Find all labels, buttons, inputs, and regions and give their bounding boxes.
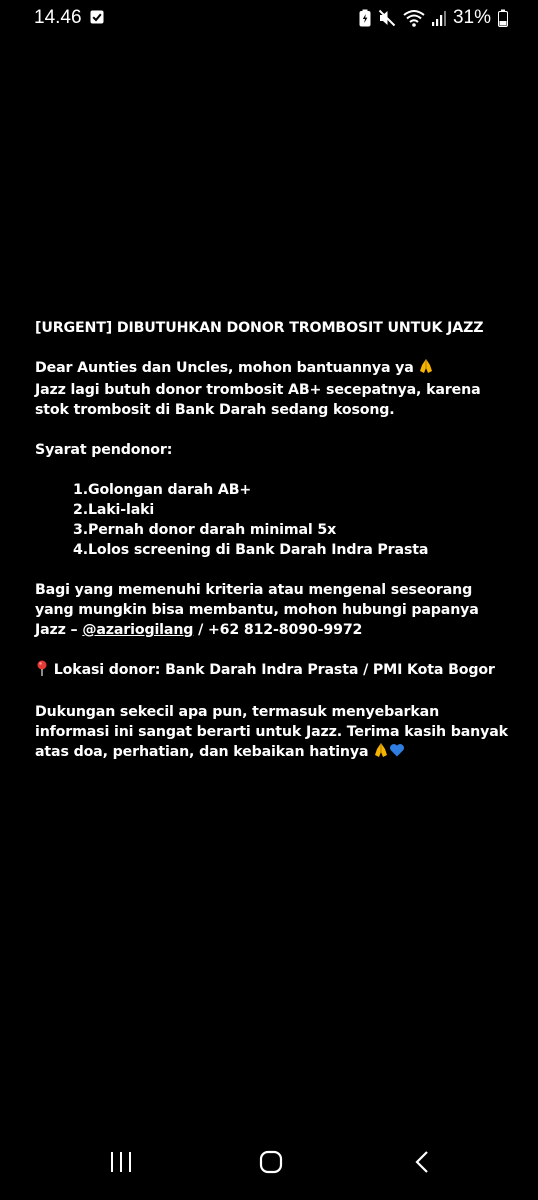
list-item: 1.Golongan darah AB+ bbox=[73, 482, 252, 498]
mention-link[interactable]: @azariogilang bbox=[82, 622, 194, 638]
recent-apps-button[interactable] bbox=[108, 1150, 134, 1178]
pray-icon bbox=[373, 742, 389, 764]
requirements-list bbox=[35, 480, 513, 560]
intro-line: Dear Aunties dan Uncles, mohon bantuannya ya bbox=[35, 360, 414, 376]
closing-text: Dukungan sekecil apa pun, termasuk menyebarkan informasi ini sangat berarti untuk Jazz. Terima kasih banyak atas doa, perhatian, dan kebaikan hatinya bbox=[35, 704, 508, 760]
checkbox-notification-icon bbox=[90, 10, 104, 24]
battery-saver-icon bbox=[359, 9, 371, 27]
wifi-icon bbox=[403, 9, 425, 27]
status-bar bbox=[0, 0, 538, 38]
list-item: 3.Pernah donor darah minimal 5x bbox=[73, 522, 337, 538]
signal-icon bbox=[432, 10, 446, 26]
pray-icon bbox=[418, 358, 434, 380]
contact-text: Bagi yang memenuhi kriteria atau mengenal seseorang yang mungkin bisa membantu, mohon hubungi papanya Jazz – bbox=[35, 582, 479, 638]
requirements-heading: Syarat pendonor: bbox=[35, 442, 173, 458]
list-item: 4.Lolos screening di Bank Darah Indra Prasta bbox=[73, 542, 429, 558]
status-icons bbox=[359, 7, 508, 29]
contact-phone: / +62 812-8090-9972 bbox=[193, 622, 363, 638]
battery-percent: 31% bbox=[452, 7, 491, 28]
home-icon bbox=[258, 1150, 284, 1174]
story-title: [URGENT] DIBUTUHKAN DONOR TROMBOSIT UNTUK JAZZ bbox=[35, 320, 484, 336]
list-item: 2.Laki-laki bbox=[73, 502, 155, 518]
recent-apps-icon bbox=[108, 1150, 134, 1174]
blue-heart-icon bbox=[389, 742, 405, 764]
intro-paragraph bbox=[35, 358, 513, 420]
location-line bbox=[35, 660, 513, 682]
navigation-bar bbox=[0, 1134, 538, 1200]
mute-icon bbox=[378, 9, 396, 27]
contact-paragraph bbox=[35, 580, 513, 640]
back-button[interactable] bbox=[412, 1150, 434, 1178]
story-text bbox=[35, 318, 513, 764]
back-icon bbox=[412, 1150, 434, 1174]
battery-icon bbox=[498, 9, 508, 27]
home-button[interactable] bbox=[258, 1150, 284, 1178]
pin-icon bbox=[35, 660, 49, 682]
intro-body: Jazz lagi butuh donor trombosit AB+ secepatnya, karena stok trombosit di Bank Darah sedang kosong. bbox=[35, 382, 481, 418]
location-text: Lokasi donor: Bank Darah Indra Prasta / PMI Kota Bogor bbox=[53, 662, 495, 678]
closing-paragraph bbox=[35, 702, 513, 764]
status-time: 14.46 bbox=[34, 7, 82, 28]
